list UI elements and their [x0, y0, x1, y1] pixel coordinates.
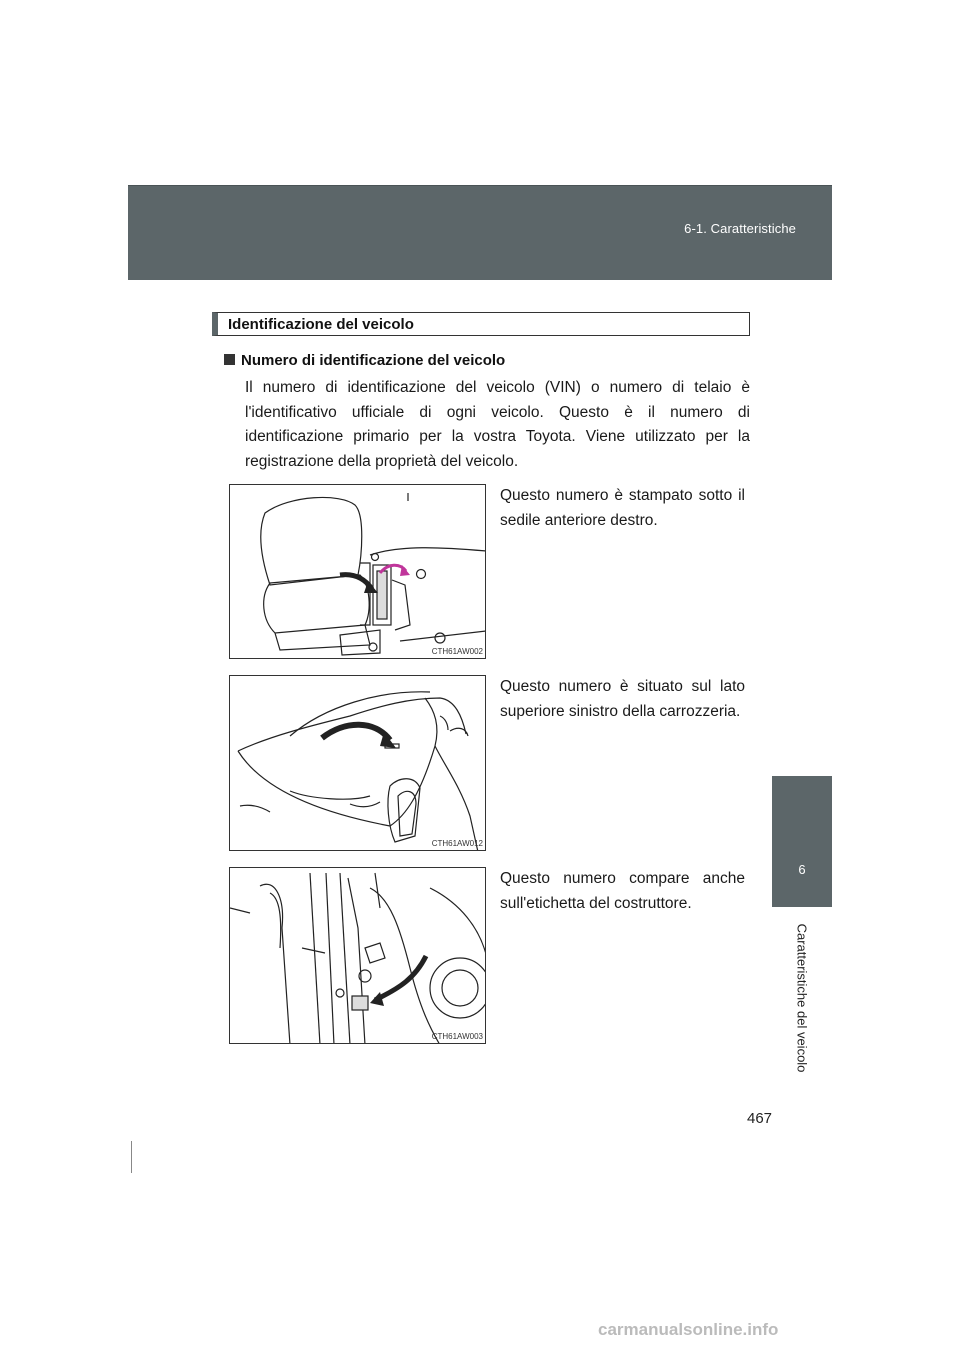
page-number: 467 [747, 1110, 773, 1127]
section-heading: Identificazione del veicolo [212, 312, 750, 336]
chapter-side-label [742, 918, 862, 1078]
figure-windshield-vin [229, 675, 486, 851]
margin-tick [131, 1141, 132, 1173]
chapter-tab[interactable] [772, 776, 832, 907]
square-bullet-icon [224, 354, 235, 365]
header-band [128, 185, 832, 280]
subheading-text: Numero di identificazione del veicolo [241, 352, 506, 369]
intro-paragraph: Il numero di identificazione del veicolo (VIN) o numero di telaio è l'identificativo ufficiale di ogni veicolo. Questo è il numero di identificazione primario per la vostra Toyota. Viene utilizzato per la registrazione della proprietà del veicolo. [245, 379, 750, 470]
figure-caption: Questo numero compare anche sull'etichetta del costruttore. [500, 870, 745, 912]
seat-illustration [230, 485, 486, 659]
watermark[interactable]: carmanualsonline.info [598, 1320, 779, 1339]
chapter-number: 6 [798, 862, 806, 877]
figure-code: CTH61AW003 [431, 1032, 483, 1041]
figure-caption: Questo numero è situato sul lato superiore sinistro della carrozzeria. [500, 678, 745, 720]
chapter-breadcrumb: 6-1. Caratteristiche [684, 221, 796, 236]
figure-code: CTH61AW012 [431, 839, 483, 848]
door-pillar-illustration [230, 868, 486, 1044]
car-front-illustration [230, 676, 486, 851]
chapter-side-label-text: Caratteristiche del veicolo [794, 923, 810, 1073]
figure-code: CTH61AW002 [431, 647, 483, 656]
figure-caption: Questo numero è stampato sotto il sedile anteriore destro. [500, 487, 745, 529]
figure-label-vin [229, 867, 486, 1044]
header-rule [128, 185, 832, 186]
subheading [224, 352, 505, 369]
figure-seat-vin [229, 484, 486, 659]
